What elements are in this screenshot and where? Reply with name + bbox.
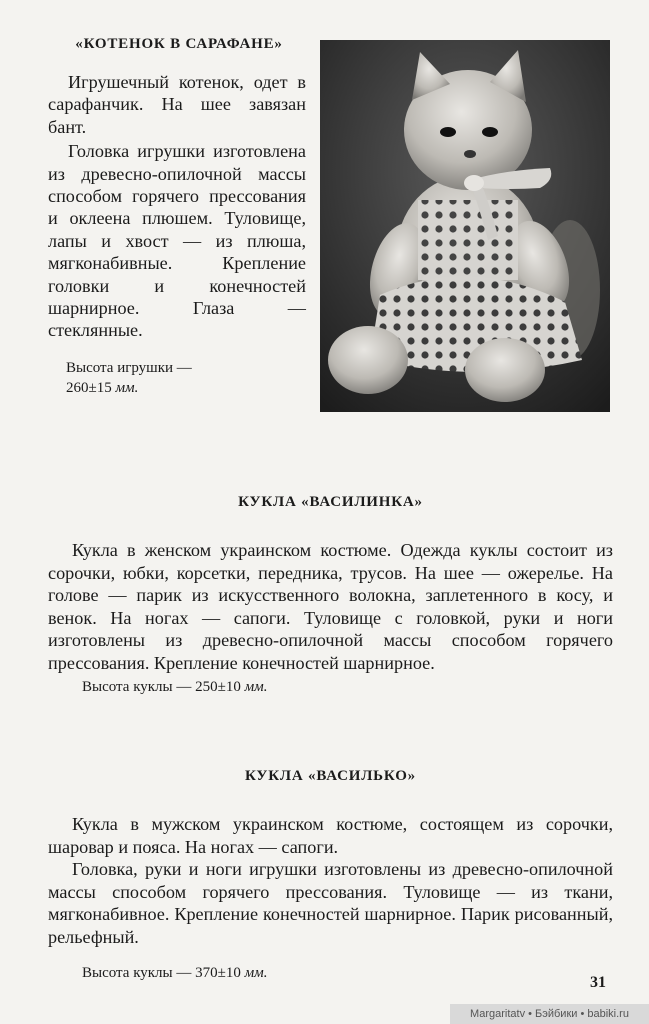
cat-toy-height-label: Высота игрушки —	[66, 359, 192, 376]
vasilko-height-unit: мм.	[244, 964, 268, 981]
cat-toy-height	[48, 358, 306, 398]
cat-toy-section	[48, 36, 306, 398]
cat-toy-paragraph-1: Игрушечный котенок, одет в сарафанчик. На шее завязан бант.	[48, 72, 306, 137]
kitten-illustration	[320, 40, 610, 412]
vasilinka-section	[48, 494, 613, 697]
vasilinka-height-value: 250±10	[195, 678, 241, 695]
vasilko-section	[48, 768, 613, 983]
vasilinka-height-label: Высота куклы —	[82, 678, 192, 695]
vasilko-height-label: Высота куклы —	[82, 964, 192, 981]
vasilko-height	[48, 963, 613, 983]
vasilko-height-value: 370±10	[195, 964, 241, 981]
cat-toy-height-value: 260±15	[66, 379, 112, 396]
vasilinka-paragraph: Кукла в женском украинском костюме. Одежда куклы состоит из сорочки, юбки, корсетки, передника, трусов. На шее — ожерелье. На голове — парик из искусственного волокна, заплетенного в косу, и венок. На ногах — сапоги. Туловище с головкой, руки и ноги изготовлены из древесно-опилочной массы способом горячего прессования. Крепление конечностей шарнирное.	[48, 540, 613, 673]
page-number: 31	[590, 974, 606, 991]
watermark: Margaritatv • Бэйбики • babiki.ru	[450, 1004, 649, 1024]
vasilinka-height-unit: мм.	[244, 678, 268, 695]
vasilinka-title: КУКЛА «ВАСИЛИНКА»	[238, 494, 423, 510]
vasilinka-height	[48, 677, 613, 697]
cat-toy-title: «КОТЕНОК В САРАФАНЕ»	[75, 36, 283, 52]
cat-toy-paragraph-2: Головка игрушки изготовлена из древесно-опилочной массы способом горячего прессования и оклеена плюшем. Туловище, лапы и хвост — из плюша, мягконабивные. Крепление головки и конечностей шарнирное. Глаза — стеклянные.	[48, 141, 306, 341]
kitten-photo	[320, 40, 610, 412]
vasilko-title: КУКЛА «ВАСИЛЬКО»	[245, 768, 416, 784]
cat-toy-height-unit: мм.	[115, 379, 139, 396]
vasilko-paragraph-1: Кукла в мужском украинском костюме, состоящем из сорочки, шаровар и пояса. На ногах — сапоги.	[48, 814, 613, 857]
vasilko-paragraph-2: Головка, руки и ноги игрушки изготовлены из древесно-опилочной массы способом горячего прессования. Туловище — из ткани, мягконабивное. Крепление конечностей шарнирное. Парик рисованный, рельефный.	[48, 859, 613, 947]
